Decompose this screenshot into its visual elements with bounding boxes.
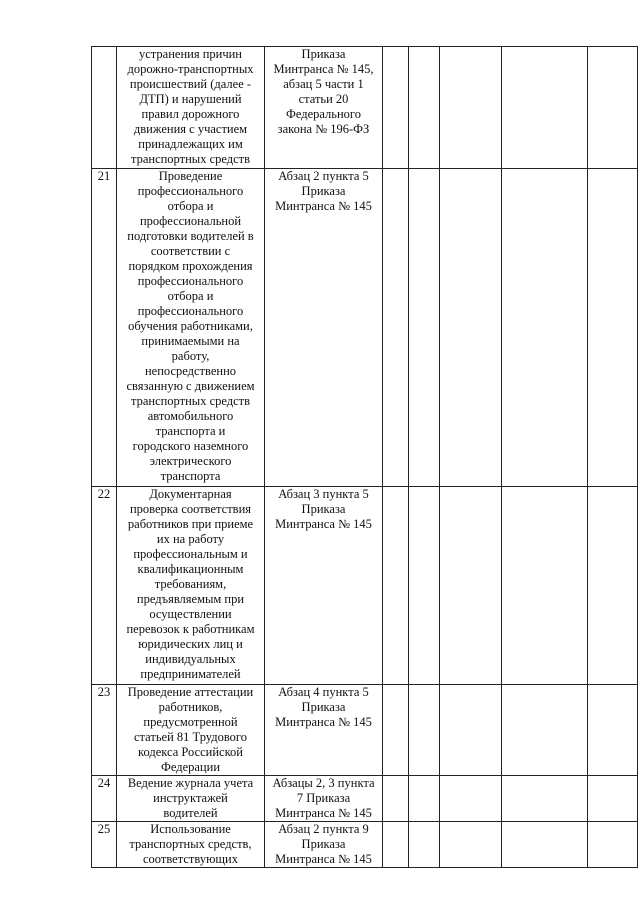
empty-cell (440, 822, 502, 868)
empty-cell (588, 822, 638, 868)
empty-cell (383, 169, 409, 487)
row-description: Проведение профессионального отбора и профессиональной подготовки водителей в соответствии с порядком прохождения профессионального отбора и профессионального обучения работниками, принимаемыми на работу, непосредственно связанную с движением транспортных средств автомобильного транспорта и городского наземного электрического транспорта (117, 169, 265, 487)
empty-cell (588, 685, 638, 776)
empty-cell (588, 47, 638, 169)
empty-cell (440, 776, 502, 822)
table-row (92, 487, 638, 685)
row-description: Проведение аттестации работников, предусмотренной статьей 81 Трудового кодекса Российской Федерации (117, 685, 265, 776)
empty-cell (502, 776, 588, 822)
empty-cell (588, 776, 638, 822)
empty-cell (409, 776, 440, 822)
row-number: 22 (92, 487, 117, 685)
empty-cell (383, 822, 409, 868)
empty-cell (502, 487, 588, 685)
empty-cell (383, 47, 409, 169)
row-number: 25 (92, 822, 117, 868)
empty-cell (440, 47, 502, 169)
row-reference: Приказа Минтранса № 145, абзац 5 части 1 статьи 20 Федерального закона № 196-ФЗ (265, 47, 383, 169)
empty-cell (383, 487, 409, 685)
row-reference: Абзац 4 пункта 5 Приказа Минтранса № 145 (265, 685, 383, 776)
requirements-table (91, 46, 638, 868)
row-description: Документарная проверка соответствия работников при приеме их на работу профессиональным и квалификационным требованиям, предъявляемым при осуществлении перевозок к работникам юридических лиц и индивидуальных предпринимателей (117, 487, 265, 685)
empty-cell (502, 685, 588, 776)
row-reference: Абзац 3 пункта 5 Приказа Минтранса № 145 (265, 487, 383, 685)
row-description: Ведение журнала учета инструктажей водителей (117, 776, 265, 822)
empty-cell (409, 169, 440, 487)
row-number: 21 (92, 169, 117, 487)
empty-cell (440, 487, 502, 685)
row-reference: Абзац 2 пункта 5 Приказа Минтранса № 145 (265, 169, 383, 487)
table-row (92, 685, 638, 776)
empty-cell (409, 47, 440, 169)
empty-cell (383, 776, 409, 822)
empty-cell (502, 169, 588, 487)
row-reference: Абзац 2 пункта 9 Приказа Минтранса № 145 (265, 822, 383, 868)
empty-cell (588, 169, 638, 487)
table-row (92, 169, 638, 487)
empty-cell (383, 685, 409, 776)
row-number (92, 47, 117, 169)
row-reference: Абзацы 2, 3 пункта 7 Приказа Минтранса № 145 (265, 776, 383, 822)
row-description: Использование транспортных средств, соответствующих (117, 822, 265, 868)
row-number: 23 (92, 685, 117, 776)
row-number: 24 (92, 776, 117, 822)
row-description: устранения причин дорожно-транспортных происшествий (далее - ДТП) и нарушений правил дорожного движения с участием принадлежащих им транспортных средств (117, 47, 265, 169)
empty-cell (409, 685, 440, 776)
empty-cell (440, 169, 502, 487)
empty-cell (409, 822, 440, 868)
empty-cell (502, 822, 588, 868)
table-row (92, 776, 638, 822)
table-row (92, 47, 638, 169)
empty-cell (588, 487, 638, 685)
table-row (92, 822, 638, 868)
empty-cell (409, 487, 440, 685)
empty-cell (502, 47, 588, 169)
empty-cell (440, 685, 502, 776)
